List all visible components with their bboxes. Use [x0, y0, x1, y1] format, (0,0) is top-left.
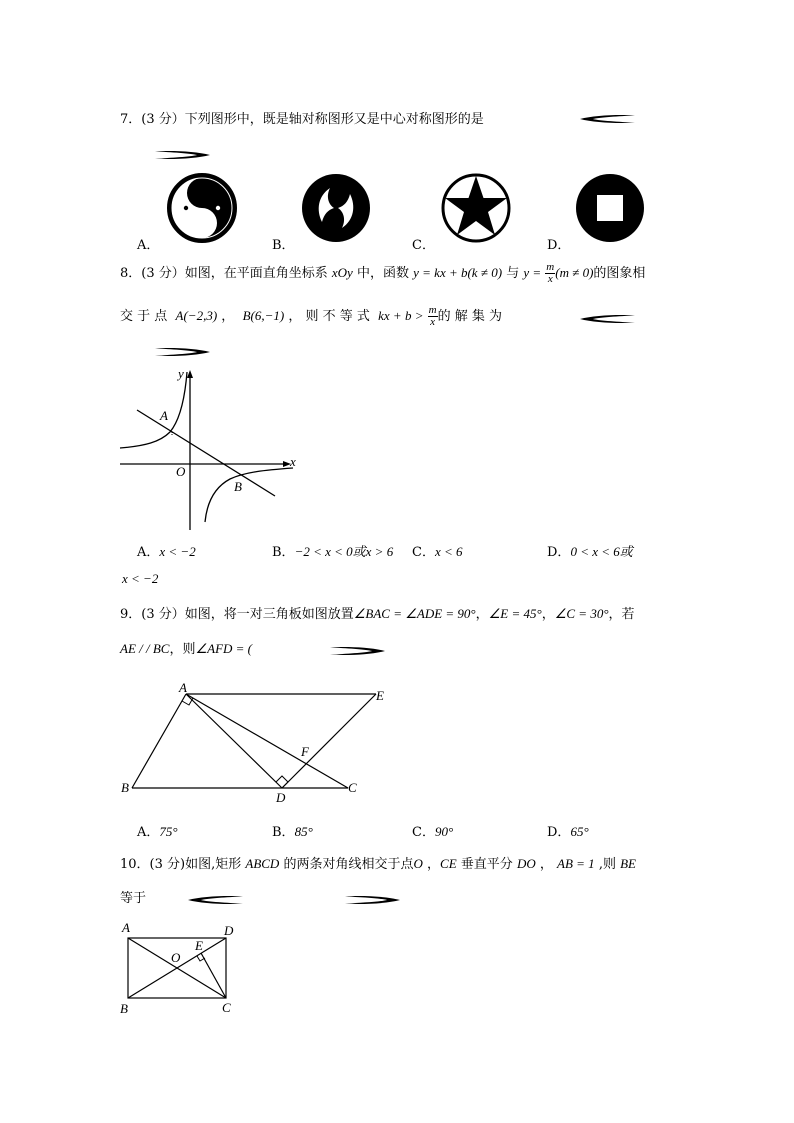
square-in-circle-figure	[574, 172, 646, 244]
brush-stroke-decoration	[155, 149, 210, 161]
q7-option-b[interactable]: B．	[272, 238, 295, 253]
q9-label-d: D	[276, 790, 286, 805]
q8-label-o: O	[176, 464, 186, 479]
q9-label-e: E	[376, 688, 384, 703]
q8-label-b: B	[234, 479, 242, 494]
q7-option-c[interactable]: C．	[412, 238, 435, 253]
q10-label-b: B	[120, 1001, 128, 1016]
q7-stem: 7．(3 分）下列图形中，既是轴对称图形又是中心对称图形的是	[120, 112, 484, 127]
q9-stem-line2: AE / / BC，则∠AFD = (	[120, 641, 253, 657]
q9-label-c: C	[348, 780, 357, 795]
q9-option-d[interactable]: D．65°	[547, 824, 589, 840]
brush-stroke-decoration	[155, 346, 210, 358]
q9-label-f: F	[301, 744, 309, 759]
q9-option-a[interactable]: A．75°	[137, 824, 178, 840]
q9-label-a: A	[179, 680, 187, 695]
swirl-emblem-figure	[300, 172, 372, 244]
q8-label-y: y	[178, 366, 184, 381]
q8-option-b[interactable]: B．−2 < x < 0或x > 6	[272, 544, 394, 560]
brush-stroke-decoration	[330, 645, 385, 657]
q8-stem-line2: 交 于 点 A(−2,3) ， B(6,−1) ， 则 不 等 式 kx + b > $\frac{m}{x}$ 的 解 集 为	[120, 304, 502, 328]
q10-stem-line1: 10．(3 分)如图,矩形 ABCD 的两条对角线相交于点O ，CE 垂直平分 DO ， AB = 1 ,则 BE	[120, 856, 636, 872]
q10-label-a: A	[122, 920, 130, 935]
q10-label-e: E	[195, 938, 203, 953]
q8-coordinate-graph	[115, 362, 305, 532]
q8-option-a[interactable]: A．x < −2	[137, 544, 196, 560]
q10-label-o: O	[171, 950, 181, 965]
brush-stroke-decoration	[580, 313, 635, 325]
q8-label-a: A	[160, 408, 168, 423]
brush-stroke-decoration	[345, 894, 400, 906]
q9-option-c[interactable]: C．90°	[412, 824, 454, 840]
q9-label-b: B	[121, 780, 129, 795]
q10-label-d: D	[224, 923, 234, 938]
yin-yang-figure	[166, 172, 238, 244]
q8-stem-line1: 8．(3 分）如图，在平面直角坐标系 xOy 中，函数 y = kx + b(k ≠ 0) 与 y = $\frac{m}{x}$ (m ≠ 0)的图象相	[120, 261, 646, 285]
q9-triangle-figure	[120, 680, 380, 800]
q10-stem-line2: 等于	[120, 891, 147, 906]
q9-stem-line1: 9．(3 分）如图，将一对三角板如图放置∠BAC = ∠ADE = 90°，∠E = 45°，∠C = 30°，若	[120, 606, 635, 622]
q7-option-a[interactable]: A．	[137, 238, 160, 253]
brush-stroke-decoration	[580, 113, 635, 125]
q7-option-d[interactable]: D．	[547, 238, 571, 253]
q10-label-c: C	[222, 1000, 231, 1015]
q8-option-d-continuation: x < −2	[122, 571, 159, 586]
q8-option-d[interactable]: D．0 < x < 6或	[547, 544, 633, 560]
star-in-circle-figure	[440, 172, 512, 244]
q8-label-x: x	[290, 454, 296, 469]
q10-rectangle-figure	[126, 936, 228, 1000]
q9-option-b[interactable]: B．85°	[272, 824, 313, 840]
q8-option-c[interactable]: C．x < 6	[412, 544, 463, 560]
brush-stroke-decoration	[188, 894, 243, 906]
